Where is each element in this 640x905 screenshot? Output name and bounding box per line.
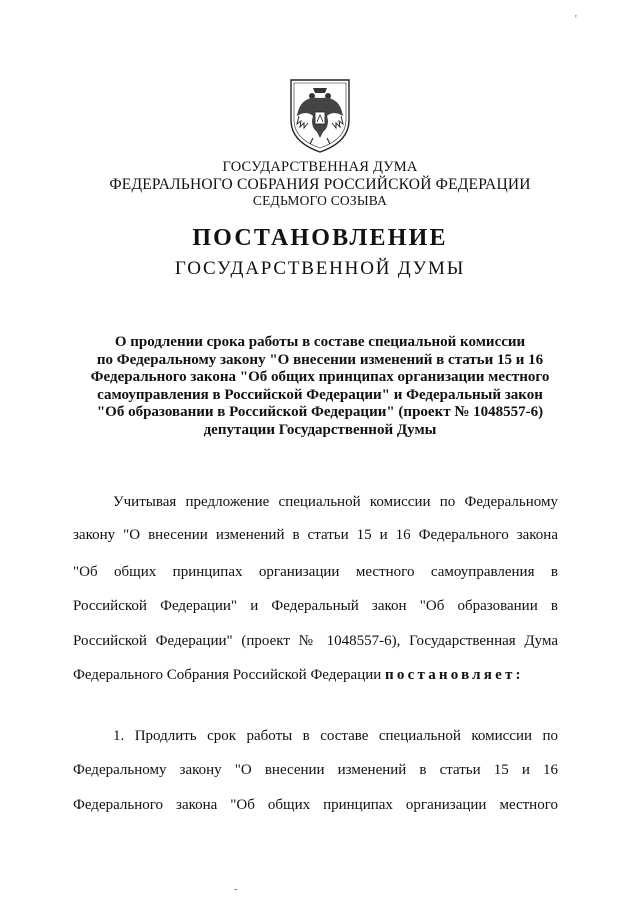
decides-word: постановляет: bbox=[385, 667, 524, 683]
subject-line: О продлении срока работы в составе специальной комиссии bbox=[114, 334, 526, 350]
body-line-decision bbox=[73, 667, 558, 687]
header-federal-assembly: ФЕДЕРАЛЬНОГО СОБРАНИЯ РОССИЙСКОЙ ФЕДЕРАЦИИ bbox=[109, 176, 531, 193]
body-line-prefix: Федерального Собрания Российской Федерации bbox=[73, 667, 382, 683]
body-line: 1. Продлить срок работы в составе специальной комиссии по bbox=[113, 728, 558, 744]
body-line: Российской Федерации" (проект № 1048557-6), Государственная Дума bbox=[73, 633, 558, 649]
scan-speck: ' bbox=[575, 14, 577, 25]
subject-line: депутации Государственной Думы bbox=[203, 421, 437, 438]
body-line: Федерального закона "Об общих принципах организации местного bbox=[73, 797, 558, 813]
subject-line: по Федеральному закону "О внесении изменений в статьи 15 и 16 bbox=[96, 351, 544, 368]
scan-speck: - bbox=[234, 884, 238, 895]
coat-of-arms-emblem-icon bbox=[285, 76, 355, 154]
document-subtitle: ГОСУДАРСТВЕННОЙ ДУМЫ bbox=[174, 258, 466, 279]
body-line: закону "О внесении изменений в статьи 15 и 16 Федерального закона bbox=[73, 527, 558, 543]
header-convocation: СЕДЬМОГО СОЗЫВА bbox=[252, 193, 388, 208]
resolution-subject bbox=[60, 334, 580, 440]
header-duma: ГОСУДАРСТВЕННАЯ ДУМА bbox=[222, 159, 418, 175]
body-line: Российской Федерации" и Федеральный закон "Об образовании в bbox=[73, 598, 558, 614]
body-line: "Об общих принципах организации местного самоуправления в bbox=[73, 564, 558, 580]
body-line: Учитывая предложение специальной комиссии по Федеральному bbox=[113, 494, 558, 510]
document-title: ПОСТАНОВЛЕНИЕ bbox=[192, 225, 448, 251]
subject-line: "Об образовании в Российской Федерации" (проект № 1048557-6) bbox=[96, 404, 544, 421]
subject-line: самоуправления в Российской Федерации" и Федеральный закон bbox=[97, 386, 543, 403]
body-line: Федеральному закону "О внесении изменений в статьи 15 и 16 bbox=[73, 762, 558, 778]
subject-line: Федерального закона "Об общих принципах организации местного bbox=[90, 369, 550, 386]
